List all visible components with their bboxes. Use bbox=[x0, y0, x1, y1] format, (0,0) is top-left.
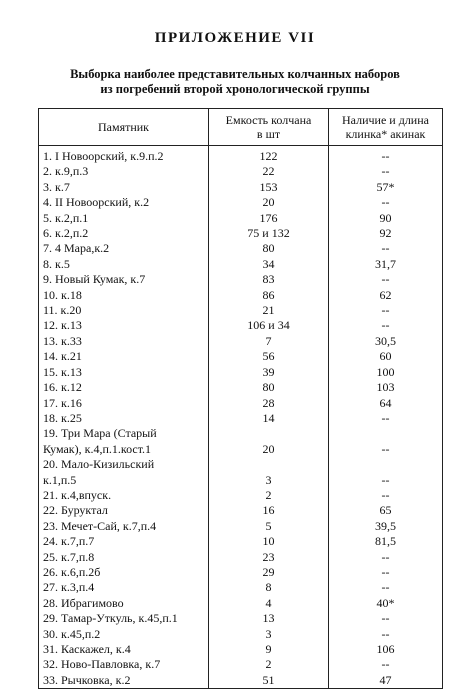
cell-monument: 1. I Новоорский, к.9.п.2 bbox=[39, 146, 209, 165]
cell-quiver-capacity: 5 bbox=[209, 519, 329, 534]
cell-blade-length: 60 bbox=[329, 349, 443, 364]
cell-quiver-capacity: 80 bbox=[209, 241, 329, 256]
cell-monument: 5. к.2,п.1 bbox=[39, 211, 209, 226]
cell-quiver-capacity: 56 bbox=[209, 349, 329, 364]
cell-quiver-capacity: 8 bbox=[209, 580, 329, 595]
cell-monument: 4. II Новоорский, к.2 bbox=[39, 195, 209, 210]
table-row bbox=[39, 396, 443, 411]
cell-blade-length: -- bbox=[329, 272, 443, 287]
table-row bbox=[39, 334, 443, 349]
cell-blade-length: 47 bbox=[329, 673, 443, 689]
table-row bbox=[39, 657, 443, 672]
cell-blade-length: 64 bbox=[329, 396, 443, 411]
table-row bbox=[39, 257, 443, 272]
cell-monument: 6. к.2,п.2 bbox=[39, 226, 209, 241]
table-row bbox=[39, 180, 443, 195]
cell-monument: 11. к.20 bbox=[39, 303, 209, 318]
cell-monument: 31. Каскажел, к.4 bbox=[39, 642, 209, 657]
cell-blade-length: -- bbox=[329, 164, 443, 179]
cell-quiver-capacity: 9 bbox=[209, 642, 329, 657]
cell-blade-length: 103 bbox=[329, 380, 443, 395]
table-row bbox=[39, 211, 443, 226]
cell-monument: 30. к.45,п.2 bbox=[39, 627, 209, 642]
cell-monument: 15. к.13 bbox=[39, 365, 209, 380]
cell-quiver-capacity: 3 bbox=[209, 473, 329, 488]
cell-quiver-capacity bbox=[209, 457, 329, 472]
cell-monument: 25. к.7,п.8 bbox=[39, 550, 209, 565]
cell-blade-length: -- bbox=[329, 657, 443, 672]
cell-quiver-capacity: 20 bbox=[209, 195, 329, 210]
table-row bbox=[39, 457, 443, 472]
cell-blade-length: -- bbox=[329, 411, 443, 426]
cell-quiver-capacity: 10 bbox=[209, 534, 329, 549]
cell-blade-length bbox=[329, 426, 443, 441]
cell-quiver-capacity: 20 bbox=[209, 442, 329, 457]
header-blade-line-1: Наличие и длина bbox=[342, 113, 429, 127]
cell-monument: 21. к.4,впуск. bbox=[39, 488, 209, 503]
table-row bbox=[39, 580, 443, 595]
cell-blade-length: 30,5 bbox=[329, 334, 443, 349]
cell-quiver-capacity: 22 bbox=[209, 164, 329, 179]
cell-monument: 14. к.21 bbox=[39, 349, 209, 364]
cell-monument: 13. к.33 bbox=[39, 334, 209, 349]
cell-monument: 19. Три Мара (Старый bbox=[39, 426, 209, 441]
cell-monument: 2. к.9,п.3 bbox=[39, 164, 209, 179]
cell-blade-length: -- bbox=[329, 241, 443, 256]
cell-monument: 28. Ибрагимово bbox=[39, 596, 209, 611]
cell-quiver-capacity: 14 bbox=[209, 411, 329, 426]
cell-blade-length: -- bbox=[329, 580, 443, 595]
quiver-table bbox=[38, 108, 443, 689]
table-row bbox=[39, 488, 443, 503]
cell-blade-length bbox=[329, 457, 443, 472]
cell-blade-length: 90 bbox=[329, 211, 443, 226]
table-caption bbox=[0, 67, 470, 97]
table-row bbox=[39, 380, 443, 395]
cell-monument: 10. к.18 bbox=[39, 288, 209, 303]
header-blade-length bbox=[329, 109, 443, 146]
cell-quiver-capacity: 80 bbox=[209, 380, 329, 395]
table-row bbox=[39, 365, 443, 380]
table-row bbox=[39, 241, 443, 256]
cell-blade-length: -- bbox=[329, 550, 443, 565]
cell-quiver-capacity: 153 bbox=[209, 180, 329, 195]
header-row bbox=[39, 109, 443, 146]
caption-line-2: из погребений второй хронологической группы bbox=[100, 82, 370, 96]
cell-quiver-capacity: 4 bbox=[209, 596, 329, 611]
cell-monument: 27. к.3,п.4 bbox=[39, 580, 209, 595]
table-row bbox=[39, 349, 443, 364]
cell-monument: Кумак), к.4,п.1.кост.1 bbox=[39, 442, 209, 457]
cell-blade-length: 31,7 bbox=[329, 257, 443, 272]
cell-quiver-capacity: 23 bbox=[209, 550, 329, 565]
cell-quiver-capacity: 29 bbox=[209, 565, 329, 580]
cell-monument: 24. к.7,п.7 bbox=[39, 534, 209, 549]
cell-quiver-capacity: 106 и 34 bbox=[209, 318, 329, 333]
cell-monument: 16. к.12 bbox=[39, 380, 209, 395]
cell-quiver-capacity: 86 bbox=[209, 288, 329, 303]
cell-monument: 9. Новый Кумак, к.7 bbox=[39, 272, 209, 287]
cell-monument: 22. Буруктал bbox=[39, 503, 209, 518]
cell-quiver-capacity: 21 bbox=[209, 303, 329, 318]
cell-quiver-capacity: 39 bbox=[209, 365, 329, 380]
table-row bbox=[39, 442, 443, 457]
cell-quiver-capacity: 28 bbox=[209, 396, 329, 411]
table-row bbox=[39, 503, 443, 518]
cell-quiver-capacity: 122 bbox=[209, 146, 329, 165]
table-row bbox=[39, 411, 443, 426]
cell-blade-length: -- bbox=[329, 318, 443, 333]
table-row bbox=[39, 272, 443, 287]
cell-monument: 8. к.5 bbox=[39, 257, 209, 272]
cell-quiver-capacity: 2 bbox=[209, 488, 329, 503]
cell-blade-length: 92 bbox=[329, 226, 443, 241]
cell-monument: 17. к.16 bbox=[39, 396, 209, 411]
cell-blade-length: -- bbox=[329, 488, 443, 503]
table-row bbox=[39, 673, 443, 689]
table-row bbox=[39, 519, 443, 534]
cell-blade-length: -- bbox=[329, 303, 443, 318]
cell-blade-length: 65 bbox=[329, 503, 443, 518]
cell-monument: 7. 4 Мара,к.2 bbox=[39, 241, 209, 256]
table-row bbox=[39, 226, 443, 241]
cell-monument: 12. к.13 bbox=[39, 318, 209, 333]
cell-blade-length: -- bbox=[329, 565, 443, 580]
cell-quiver-capacity: 51 bbox=[209, 673, 329, 689]
table-row bbox=[39, 611, 443, 626]
table-row bbox=[39, 288, 443, 303]
cell-blade-length: -- bbox=[329, 627, 443, 642]
header-blade-line-2: клинка* акинак bbox=[345, 127, 426, 141]
table-row bbox=[39, 565, 443, 580]
cell-monument: 18. к.25 bbox=[39, 411, 209, 426]
cell-blade-length: -- bbox=[329, 195, 443, 210]
table-row bbox=[39, 426, 443, 441]
table-row bbox=[39, 473, 443, 488]
header-quiver-line-1: Емкость колчана bbox=[225, 113, 312, 127]
cell-quiver-capacity: 2 bbox=[209, 657, 329, 672]
cell-blade-length: 106 bbox=[329, 642, 443, 657]
header-quiver-line-2: в шт bbox=[256, 127, 281, 141]
cell-quiver-capacity: 3 bbox=[209, 627, 329, 642]
cell-monument: 23. Мечет-Сай, к.7,п.4 bbox=[39, 519, 209, 534]
cell-blade-length: -- bbox=[329, 146, 443, 165]
cell-monument: 32. Ново-Павловка, к.7 bbox=[39, 657, 209, 672]
table-row bbox=[39, 164, 443, 179]
caption-line-1: Выборка наиболее представительных колчанных наборов bbox=[70, 67, 400, 81]
table-row bbox=[39, 627, 443, 642]
header-quiver-capacity bbox=[209, 109, 329, 146]
cell-blade-length: 100 bbox=[329, 365, 443, 380]
table-row bbox=[39, 303, 443, 318]
cell-blade-length: -- bbox=[329, 473, 443, 488]
table-row bbox=[39, 550, 443, 565]
cell-blade-length: 62 bbox=[329, 288, 443, 303]
table-row bbox=[39, 642, 443, 657]
cell-monument: 26. к.6,п.2б bbox=[39, 565, 209, 580]
cell-blade-length: 39,5 bbox=[329, 519, 443, 534]
cell-quiver-capacity: 13 bbox=[209, 611, 329, 626]
cell-quiver-capacity: 16 bbox=[209, 503, 329, 518]
table-row bbox=[39, 318, 443, 333]
cell-monument: 29. Тамар-Уткуль, к.45,п.1 bbox=[39, 611, 209, 626]
cell-blade-length: -- bbox=[329, 611, 443, 626]
table-body bbox=[39, 146, 443, 689]
header-monument: Памятник bbox=[39, 109, 209, 146]
cell-quiver-capacity: 83 bbox=[209, 272, 329, 287]
cell-monument: 3. к.7 bbox=[39, 180, 209, 195]
cell-monument: 20. Мало-Кизильский bbox=[39, 457, 209, 472]
cell-blade-length: -- bbox=[329, 442, 443, 457]
cell-blade-length: 81,5 bbox=[329, 534, 443, 549]
cell-blade-length: 57* bbox=[329, 180, 443, 195]
cell-quiver-capacity: 7 bbox=[209, 334, 329, 349]
cell-quiver-capacity: 176 bbox=[209, 211, 329, 226]
cell-monument: 33. Рычковка, к.2 bbox=[39, 673, 209, 689]
cell-blade-length: 40* bbox=[329, 596, 443, 611]
cell-quiver-capacity: 34 bbox=[209, 257, 329, 272]
table-row bbox=[39, 195, 443, 210]
table-row bbox=[39, 146, 443, 165]
cell-monument: к.1,п.5 bbox=[39, 473, 209, 488]
cell-quiver-capacity: 75 и 132 bbox=[209, 226, 329, 241]
table-row bbox=[39, 534, 443, 549]
cell-quiver-capacity bbox=[209, 426, 329, 441]
appendix-title: ПРИЛОЖЕНИЕ VII bbox=[154, 30, 316, 46]
table-row bbox=[39, 596, 443, 611]
